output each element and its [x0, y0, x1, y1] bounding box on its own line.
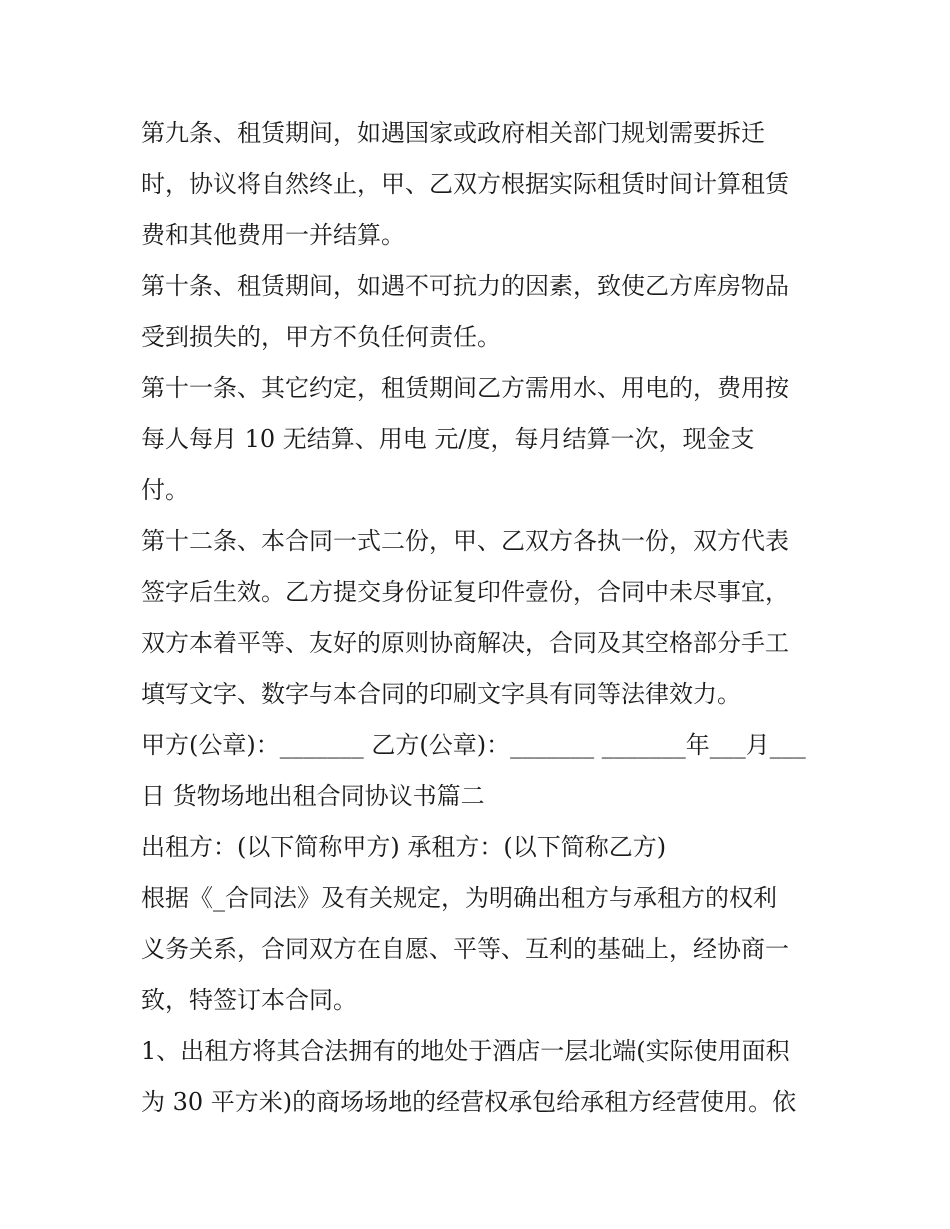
text-line: 第十条、租赁期间，如遇不可抗力的因素，致使乙方库房物品 — [141, 272, 789, 300]
text-line: 费和其他费用一并结算。 — [141, 221, 405, 249]
document-body — [141, 108, 821, 1128]
text-line: 第十二条、本合同一式二份，甲、乙双方各执一份，双方代表 — [141, 527, 789, 555]
text-line: 第九条、租赁期间，如遇国家或政府相关部门规划需要拆迁 — [141, 119, 765, 147]
text-line: 致，特签订本合同。 — [141, 986, 357, 1014]
text-line: 填写文字、数字与本合同的印刷文字具有同等法律效力。 — [141, 680, 741, 708]
text-line: 义务关系，合同双方在自愿、平等、互利的基础上，经协商一 — [141, 935, 789, 963]
text-line: 双方本着平等、友好的原则协商解决，合同及其空格部分手工 — [141, 629, 789, 657]
text-line: 受到损失的，甲方不负任何责任。 — [141, 323, 501, 351]
text-line: 为 30 平方米)的商场场地的经营权承包给承租方经营使用。依 — [141, 1088, 797, 1116]
text-line: 1、出租方将其合法拥有的地处于酒店一层北端(实际使用面积 — [141, 1037, 790, 1065]
text-line: 根据《_合同法》及有关规定，为明确出租方与承租方的权利 — [141, 884, 777, 912]
parties-line: 出租方：(以下简称甲方) 承租方：(以下简称乙方) — [141, 833, 667, 861]
text-line: 时，协议将自然终止，甲、乙双方根据实际租赁时间计算租赁 — [141, 170, 789, 198]
section-title-line: 日 货物场地出租合同协议书篇二 — [141, 782, 485, 810]
text-line: 第十一条、其它约定，租赁期间乙方需用水、用电的，费用按 — [141, 374, 789, 402]
text-line: 付。 — [141, 476, 189, 504]
signature-line: 甲方(公章)：_______ 乙方(公章)：_______ _______年___月___ — [141, 731, 806, 759]
text-line: 每人每月 10 无结算、用电 元/度，每月结算一次，现金支 — [141, 425, 755, 453]
text-line: 签字后生效。乙方提交身份证复印件壹份，合同中未尽事宜， — [141, 578, 789, 606]
